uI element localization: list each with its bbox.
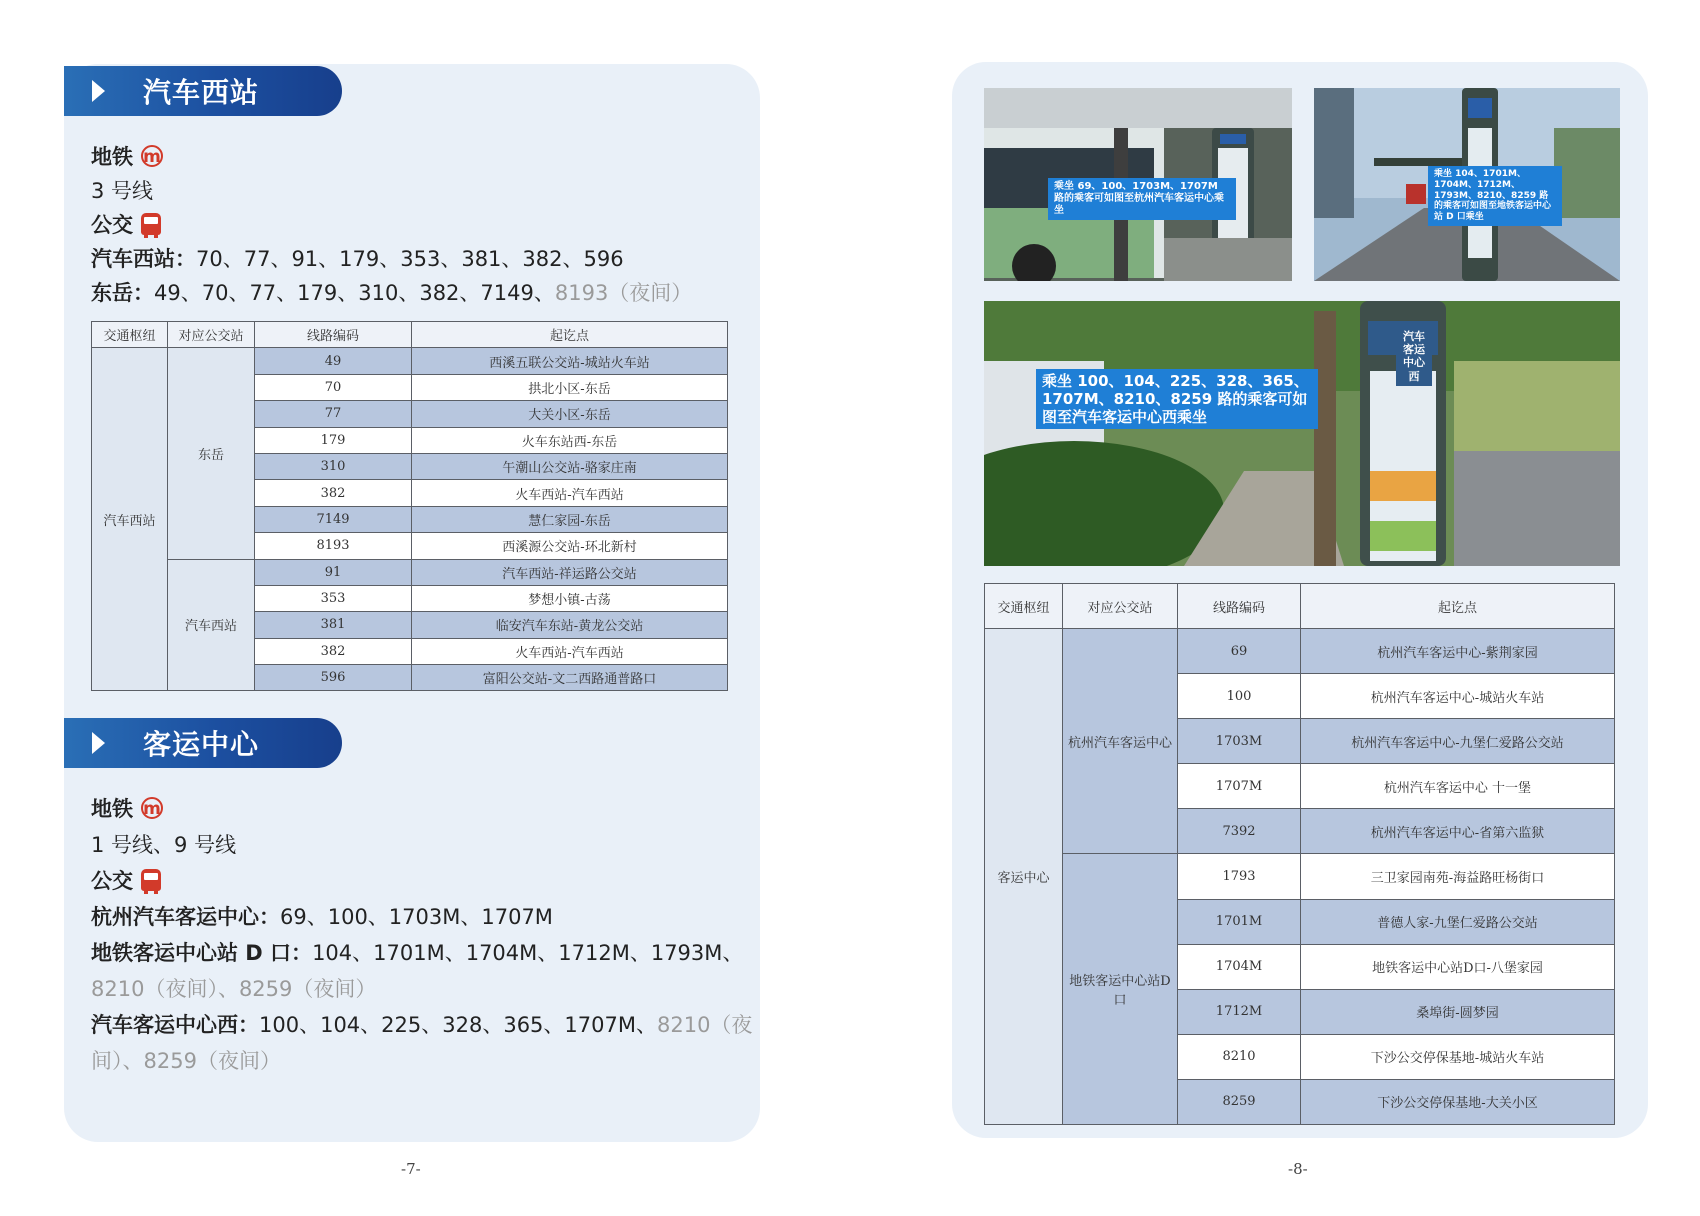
route-code: 69 (1178, 629, 1301, 674)
table-row (92, 348, 728, 374)
route-endpoints: 普德人家-九堡仁爱路公交站 (1301, 899, 1615, 944)
station-cell: 东岳 (168, 348, 255, 559)
metro-icon (141, 145, 163, 167)
metro-icon (141, 797, 163, 819)
night-route: 8193（夜间） (554, 281, 693, 305)
route-endpoints: 下沙公交停保基地-大关小区 (1301, 1079, 1615, 1124)
west-station-route-table (91, 321, 728, 691)
passenger-center-banner (64, 718, 342, 768)
route-endpoints: 下沙公交停保基地-城站火车站 (1301, 1034, 1615, 1079)
route-code: 1704M (1178, 944, 1301, 989)
header-station: 对应公交站 (1063, 584, 1178, 629)
photo-1-caption: 乘坐 69、100、1703M、1707M 路的乘客可如图至杭州汽车客运中心乘坐 (1048, 178, 1236, 220)
route-endpoints: 三卫家园南苑-海益路旺杨街口 (1301, 854, 1615, 899)
station-cell: 地铁客运中心站D口 (1063, 854, 1178, 1125)
stop-label: 杭州汽车客运中心： (91, 905, 280, 929)
route-endpoints: 慧仁家园-东岳 (412, 506, 728, 532)
route-endpoints: 杭州汽车客运中心-省第六监狱 (1301, 809, 1615, 854)
route-endpoints: 地铁客运中心站D口-八堡家园 (1301, 944, 1615, 989)
route-code: 1707M (1178, 764, 1301, 809)
route-code: 7392 (1178, 809, 1301, 854)
bus-stop-photo-1 (984, 88, 1292, 281)
center-metro-heading (91, 794, 163, 824)
bus-stop-sign: 汽车客运中心西 (1396, 327, 1432, 386)
route-endpoints: 午潮山公交站-骆家庄南 (412, 453, 728, 479)
center-line1 (91, 902, 553, 932)
route-endpoints: 拱北小区-东岳 (412, 374, 728, 400)
bus-icon (141, 869, 161, 891)
route-code: 179 (255, 427, 412, 453)
route-code: 49 (255, 348, 412, 374)
header-route: 起讫点 (1301, 584, 1615, 629)
route-endpoints: 富阳公交站-文二西路通普路口 (412, 665, 728, 691)
route-endpoints: 火车东站西-东岳 (412, 427, 728, 453)
bus-stop-photo-3 (984, 301, 1620, 566)
west-bus-heading (91, 210, 161, 240)
center-metro-lines: 1 号线、9 号线 (91, 833, 237, 857)
header-station: 对应公交站 (168, 322, 255, 348)
metro-label: 地铁 (91, 145, 133, 169)
route-code: 310 (255, 453, 412, 479)
route-code: 77 (255, 401, 412, 427)
center-bus-heading (91, 866, 161, 896)
route-code: 100 (1178, 674, 1301, 719)
route-list: 100、104、225、328、365、1707M、 (259, 1013, 657, 1037)
station-cell: 杭州汽车客运中心 (1063, 629, 1178, 854)
route-endpoints: 火车西站-汽车西站 (412, 638, 728, 664)
route-code: 70 (255, 374, 412, 400)
route-code: 1793 (1178, 854, 1301, 899)
metro-label: 地铁 (91, 797, 133, 821)
route-code: 8210 (1178, 1034, 1301, 1079)
west-station-banner (64, 66, 342, 116)
center-line3-cont (91, 1046, 281, 1076)
route-list: 104、1701M、1704M、1712M、1793M、 (312, 941, 744, 965)
table-row (985, 629, 1615, 674)
header-hub: 交通枢纽 (92, 322, 168, 348)
header-code: 线路编码 (255, 322, 412, 348)
header-code: 线路编码 (1178, 584, 1301, 629)
route-code: 8259 (1178, 1079, 1301, 1124)
stop-label: 东岳： (91, 281, 154, 305)
route-code: 353 (255, 585, 412, 611)
route-code: 382 (255, 638, 412, 664)
route-code: 7149 (255, 506, 412, 532)
passenger-center-route-table (984, 583, 1615, 1125)
route-endpoints: 西溪源公交站-环北新村 (412, 533, 728, 559)
bus-icon (141, 213, 161, 235)
route-endpoints: 西溪五联公交站-城站火车站 (412, 348, 728, 374)
table-row (92, 559, 728, 585)
route-endpoints: 杭州汽车客运中心-城站火车站 (1301, 674, 1615, 719)
play-arrow-icon (92, 732, 105, 754)
center-line3 (91, 1010, 752, 1040)
route-endpoints: 汽车西站-祥运路公交站 (412, 559, 728, 585)
route-code: 1703M (1178, 719, 1301, 764)
west-metro-lines: 3 号线 (91, 179, 154, 203)
route-code: 381 (255, 612, 412, 638)
table-row (985, 854, 1615, 899)
photo-2-caption: 乘坐 104、1701M、1704M、1712M、1793M、8210、8259 路的乘客可如图至地铁客运中心站 D 口乘坐 (1428, 166, 1562, 226)
bus-label: 公交 (91, 213, 133, 237)
night-route: 8210（夜 (656, 1013, 753, 1037)
route-list: 69、100、1703M、1707M (280, 905, 553, 929)
route-code: 91 (255, 559, 412, 585)
photo-3-caption: 乘坐 100、104、225、328、365、1707M、8210、8259 路的乘客可如图至汽车客运中心西乘坐 (1036, 369, 1318, 429)
station-cell: 汽车西站 (168, 559, 255, 691)
route-code: 382 (255, 480, 412, 506)
bus-label: 公交 (91, 869, 133, 893)
passenger-center-title: 客运中心 (143, 728, 260, 761)
west-stop1-routes (91, 244, 624, 274)
route-code: 1701M (1178, 899, 1301, 944)
route-endpoints: 杭州汽车客运中心-九堡仁爱路公交站 (1301, 719, 1615, 764)
route-code: 1712M (1178, 989, 1301, 1034)
header-hub: 交通枢纽 (985, 584, 1063, 629)
west-metro-heading (91, 142, 163, 172)
route-list: 49、70、77、179、310、382、7149、 (154, 281, 555, 305)
night-route: 间）、8259（夜间） (91, 1049, 281, 1073)
center-line2 (91, 938, 743, 968)
center-line2-cont (91, 974, 376, 1004)
route-code: 596 (255, 665, 412, 691)
header-route: 起讫点 (412, 322, 728, 348)
route-list: 70、77、91、179、353、381、382、596 (196, 247, 624, 271)
stop-label: 汽车西站： (91, 247, 196, 271)
west-station-title: 汽车西站 (143, 76, 260, 109)
page-number-right: -8- (1288, 1160, 1308, 1178)
bus-stop-photo-2 (1314, 88, 1620, 281)
hub-cell: 客运中心 (985, 629, 1063, 1125)
route-endpoints: 大关小区-东岳 (412, 401, 728, 427)
route-endpoints: 杭州汽车客运中心-紫荆家园 (1301, 629, 1615, 674)
table-header-row (92, 322, 728, 348)
route-endpoints: 火车西站-汽车西站 (412, 480, 728, 506)
west-stop2-routes (91, 278, 692, 308)
bus-stop-scene-3 (984, 301, 1620, 566)
route-endpoints: 杭州汽车客运中心 十一堡 (1301, 764, 1615, 809)
route-endpoints: 桑埠街-圆梦园 (1301, 989, 1615, 1034)
route-endpoints: 临安汽车东站-黄龙公交站 (412, 612, 728, 638)
stop-label: 地铁客运中心站 D 口： (91, 941, 313, 965)
night-route: 8210（夜间）、8259（夜间） (91, 977, 377, 1001)
page-number-left: -7- (401, 1160, 421, 1178)
route-code: 8193 (255, 533, 412, 559)
route-endpoints: 梦想小镇-古荡 (412, 585, 728, 611)
hub-cell: 汽车西站 (92, 348, 168, 691)
stop-label: 汽车客运中心西： (91, 1013, 259, 1037)
table-header-row (985, 584, 1615, 629)
play-arrow-icon (92, 80, 105, 102)
